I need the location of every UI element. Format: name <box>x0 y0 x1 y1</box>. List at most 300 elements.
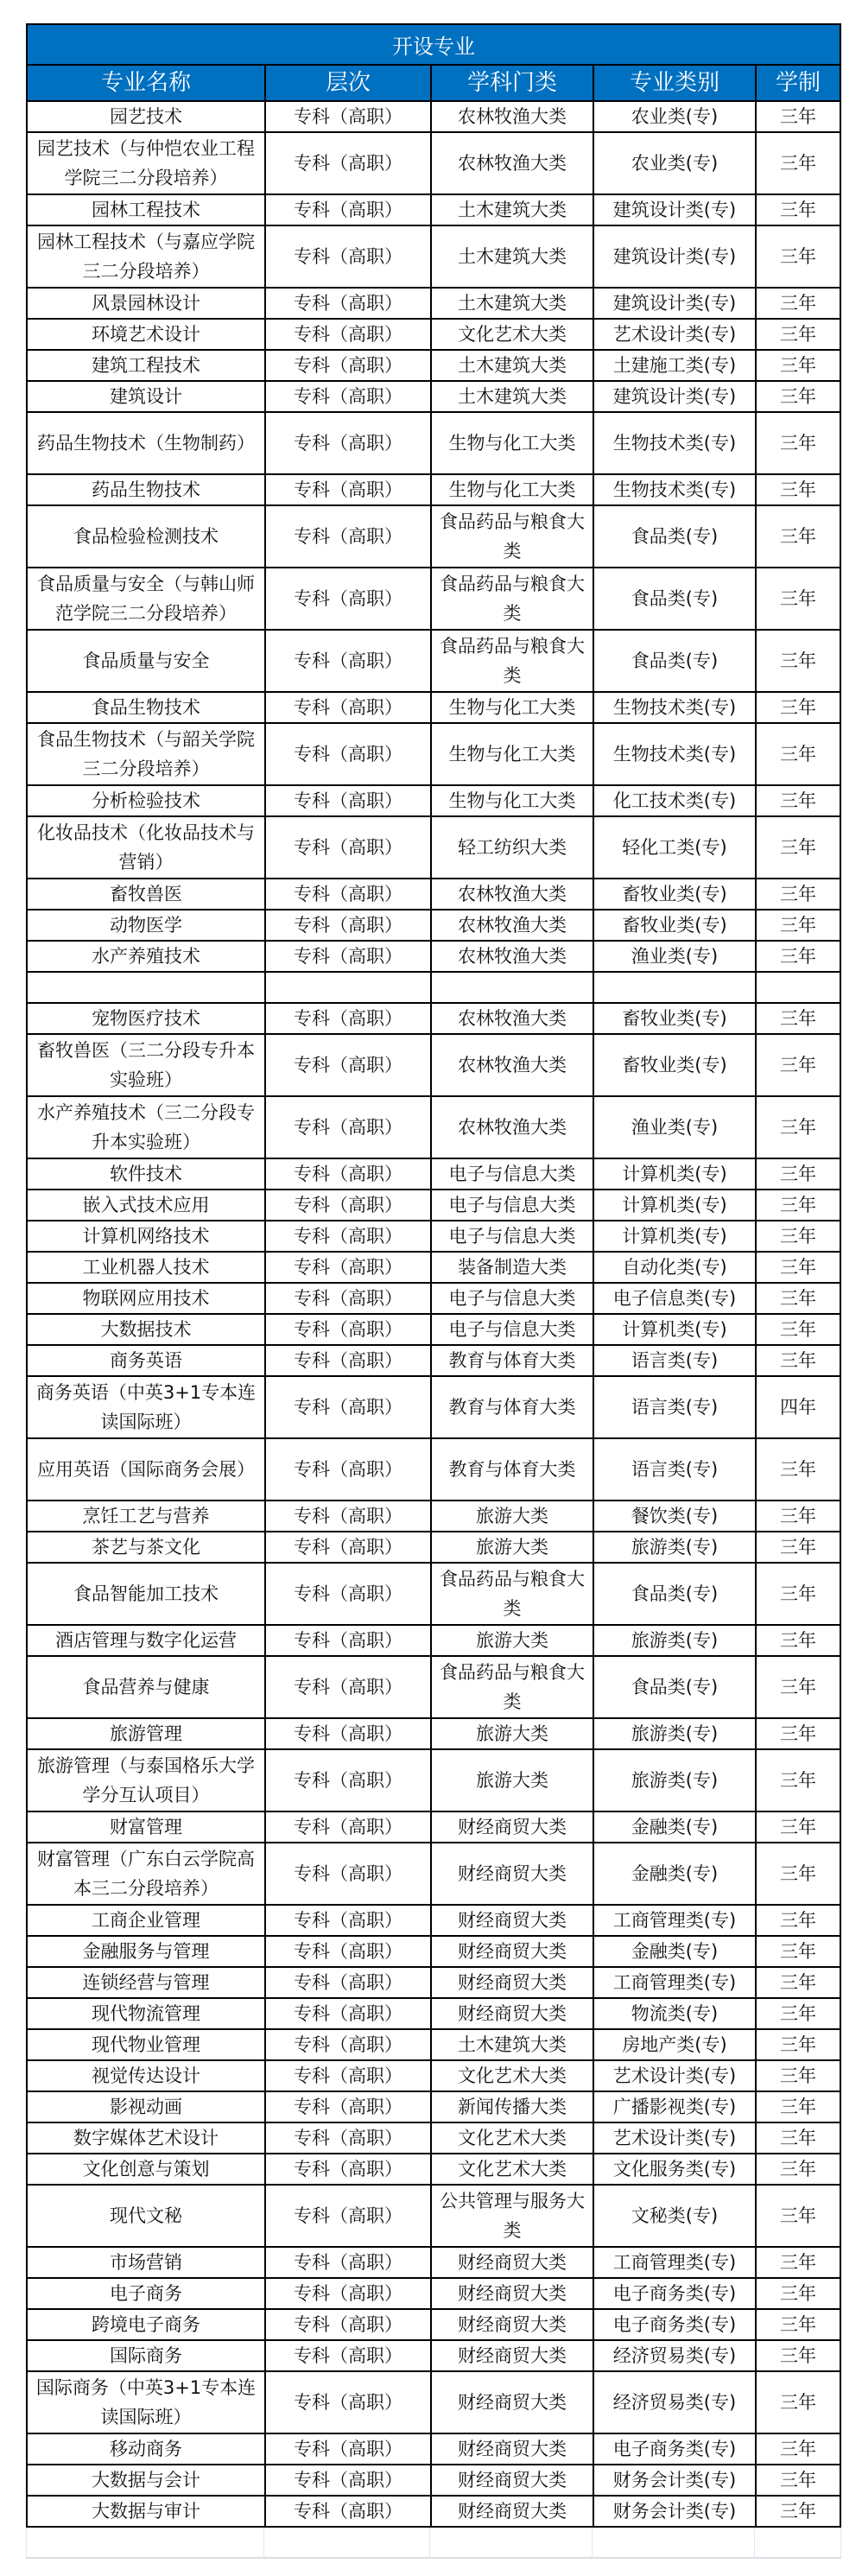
table-row <box>28 1937 840 1968</box>
level-cell: 专科（高职） <box>266 1999 432 2028</box>
table-row <box>28 1346 840 1377</box>
level-cell: 专科（高职） <box>266 1035 432 1095</box>
level-cell: 专科（高职） <box>266 2030 432 2059</box>
discipline-cell: 电子与信息大类 <box>432 1221 594 1251</box>
major-name-cell: 文化创意与策划 <box>28 2154 266 2184</box>
duration-cell: 三年 <box>780 200 816 220</box>
table-row <box>28 2248 840 2279</box>
duration-cell: 三年 <box>780 1863 816 1884</box>
level-cell: 专科（高职） <box>266 382 432 411</box>
category-cell: 语言类(专) <box>594 1346 757 1375</box>
header-duration: 学制 <box>775 70 821 96</box>
table-row <box>28 2279 840 2310</box>
category-cell: 食品类(专) <box>594 506 757 567</box>
category-cell: 食品类(专) <box>594 1657 757 1717</box>
discipline-cell: 土木建筑大类 <box>432 351 594 380</box>
duration-cell: 三年 <box>780 1195 816 1215</box>
category-cell <box>594 973 757 1002</box>
discipline-cell: 财经商贸大类 <box>432 2279 594 2308</box>
discipline-cell: 公共管理与服务大类 <box>432 2186 594 2246</box>
category-cell: 计算机类(专) <box>594 1190 757 1220</box>
major-name-cell: 化妆品技术（化妆品技术与营销） <box>28 817 266 878</box>
discipline-cell: 食品药品与粮食大类 <box>432 1564 594 1624</box>
discipline-cell: 土木建筑大类 <box>432 2030 594 2059</box>
category-cell: 渔业类(专) <box>594 942 757 971</box>
major-name-cell: 财富管理 <box>28 1812 266 1842</box>
category-cell: 语言类(专) <box>594 1377 757 1437</box>
duration-cell: 三年 <box>780 526 816 547</box>
major-name-cell: 现代物业管理 <box>28 2030 266 2059</box>
discipline-cell: 文化艺术大类 <box>432 2061 594 2091</box>
table-row <box>28 1190 840 1221</box>
discipline-cell: 财经商贸大类 <box>432 2248 594 2277</box>
category-cell: 生物技术类(专) <box>594 693 757 722</box>
level-cell: 专科（高职） <box>266 1284 432 1313</box>
discipline-cell: 食品药品与粮食大类 <box>432 1657 594 1717</box>
table-row <box>28 506 840 568</box>
category-cell: 计算机类(专) <box>594 1159 757 1189</box>
duration-cell: 三年 <box>780 1583 816 1604</box>
level-cell: 专科（高职） <box>266 2279 432 2308</box>
discipline-cell: 财经商贸大类 <box>432 2310 594 2339</box>
major-name-cell: 食品检验检测技术 <box>28 506 266 567</box>
level-cell: 专科（高职） <box>266 1564 432 1624</box>
discipline-cell: 装备制造大类 <box>432 1253 594 1282</box>
category-cell: 旅游类(专) <box>594 1532 757 1562</box>
major-name-cell: 动物医学 <box>28 910 266 940</box>
major-name-cell: 建筑设计 <box>28 382 266 411</box>
table-row <box>28 973 840 1004</box>
category-cell: 旅游类(专) <box>594 1750 757 1811</box>
discipline-cell: 农林牧渔大类 <box>432 102 594 131</box>
category-cell: 电子商务类(专) <box>594 2310 757 2339</box>
level-cell: 专科（高职） <box>266 1968 432 1997</box>
major-name-cell: 园林工程技术 <box>28 195 266 225</box>
table-row <box>28 2497 840 2526</box>
duration-cell: 三年 <box>780 1319 816 1340</box>
duration-cell: 三年 <box>780 433 816 454</box>
duration-cell: 三年 <box>780 1459 816 1480</box>
table-row <box>28 2092 840 2123</box>
category-cell: 化工技术类(专) <box>594 786 757 815</box>
major-name-cell: 食品质量与安全（与韩山师范学院三二分段培养） <box>28 568 266 629</box>
discipline-cell: 旅游大类 <box>432 1626 594 1655</box>
table-row <box>28 1843 840 1906</box>
duration-cell: 三年 <box>780 915 816 936</box>
discipline-cell: 食品药品与粮食大类 <box>432 631 594 691</box>
table-row <box>28 1253 840 1284</box>
major-name-cell: 工业机器人技术 <box>28 1253 266 1282</box>
discipline-cell: 财经商贸大类 <box>432 2465 594 2495</box>
category-cell: 计算机类(专) <box>594 1221 757 1251</box>
duration-cell: 三年 <box>780 837 816 858</box>
table-row <box>28 1035 840 1097</box>
duration-cell: 三年 <box>780 1630 816 1651</box>
discipline-cell: 农林牧渔大类 <box>432 1004 594 1033</box>
table-row <box>28 1221 840 1253</box>
category-cell: 计算机类(专) <box>594 1315 757 1344</box>
major-name-cell: 食品营养与健康 <box>28 1657 266 1717</box>
duration-cell: 三年 <box>780 479 816 500</box>
table-title: 开设专业 <box>28 25 840 66</box>
major-name-cell: 视觉传达设计 <box>28 2061 266 2091</box>
duration-cell: 三年 <box>780 2065 816 2086</box>
discipline-cell: 财经商贸大类 <box>432 2497 594 2526</box>
category-cell: 金融类(专) <box>594 1812 757 1842</box>
discipline-cell: 农林牧渔大类 <box>432 1035 594 1095</box>
level-cell: 专科（高职） <box>266 1750 432 1811</box>
duration-cell: 三年 <box>780 946 816 967</box>
level-cell: 专科（高职） <box>266 942 432 971</box>
level-cell: 专科（高职） <box>266 226 432 287</box>
discipline-cell: 生物与化工大类 <box>432 724 594 784</box>
major-name-cell: 宠物医疗技术 <box>28 1004 266 1033</box>
major-name-cell: 分析检验技术 <box>28 786 266 815</box>
category-cell: 畜牧业类(专) <box>594 879 757 909</box>
category-cell: 农业类(专) <box>594 133 757 194</box>
discipline-cell: 食品药品与粮食大类 <box>432 568 594 629</box>
level-cell: 专科（高职） <box>266 1657 432 1717</box>
discipline-cell: 文化艺术大类 <box>432 2123 594 2153</box>
discipline-cell: 生物与化工大类 <box>432 786 594 815</box>
level-cell: 专科（高职） <box>266 320 432 349</box>
level-cell: 专科（高职） <box>266 1906 432 1935</box>
duration-cell: 三年 <box>780 2314 816 2335</box>
table-row <box>28 1004 840 1035</box>
table-row <box>28 942 840 973</box>
discipline-cell: 食品药品与粮食大类 <box>432 506 594 567</box>
table-row <box>28 568 840 631</box>
discipline-cell: 文化艺术大类 <box>432 2154 594 2184</box>
table-row <box>28 1159 840 1190</box>
major-name-cell: 商务英语（中英3+1专本连读国际班） <box>28 1377 266 1437</box>
category-cell: 工商管理类(专) <box>594 1906 757 1935</box>
category-cell: 生物技术类(专) <box>594 413 757 473</box>
level-cell: 专科（高职） <box>266 786 432 815</box>
level-cell: 专科（高职） <box>266 2465 432 2495</box>
discipline-cell: 生物与化工大类 <box>432 693 594 722</box>
duration-cell: 三年 <box>780 293 816 314</box>
table-row <box>28 1284 840 1315</box>
major-name-cell: 嵌入式技术应用 <box>28 1190 266 1220</box>
level-cell: 专科（高职） <box>266 1097 432 1158</box>
category-cell: 生物技术类(专) <box>594 475 757 504</box>
discipline-cell: 财经商贸大类 <box>432 1906 594 1935</box>
duration-cell: 三年 <box>780 744 816 765</box>
major-name-cell: 环境艺术设计 <box>28 320 266 349</box>
header-discipline: 学科门类 <box>432 66 594 100</box>
duration-cell: 三年 <box>780 650 816 671</box>
table-row <box>28 226 840 289</box>
category-cell: 餐饮类(专) <box>594 1501 757 1531</box>
category-cell: 房地产类(专) <box>594 2030 757 2059</box>
duration-cell: 三年 <box>780 2128 816 2148</box>
discipline-cell: 财经商贸大类 <box>432 1999 594 2028</box>
major-name-cell: 园艺技术 <box>28 102 266 131</box>
table-row <box>28 289 840 320</box>
table-row <box>28 2154 840 2186</box>
table-body <box>28 102 840 2526</box>
major-name-cell: 建筑工程技术 <box>28 351 266 380</box>
major-name-cell: 国际商务 <box>28 2341 266 2370</box>
level-cell: 专科（高职） <box>266 1532 432 1562</box>
table-row <box>28 2372 840 2434</box>
discipline-cell: 教育与体育大类 <box>432 1346 594 1375</box>
major-name-cell: 影视动画 <box>28 2092 266 2122</box>
level-cell: 专科（高职） <box>266 289 432 318</box>
duration-cell: 三年 <box>780 2470 816 2490</box>
table-row <box>28 2434 840 2465</box>
category-cell: 生物技术类(专) <box>594 724 757 784</box>
discipline-cell: 农林牧渔大类 <box>432 942 594 971</box>
table-row <box>28 1564 840 1626</box>
major-name-cell: 市场营销 <box>28 2248 266 2277</box>
category-cell: 建筑设计类(专) <box>594 382 757 411</box>
duration-cell: 三年 <box>780 1677 816 1697</box>
discipline-cell: 财经商贸大类 <box>432 1843 594 1904</box>
major-name-cell: 食品生物技术 <box>28 693 266 722</box>
discipline-cell: 文化艺术大类 <box>432 320 594 349</box>
duration-cell: 三年 <box>780 1770 816 1791</box>
major-name-cell: 水产养殖技术（三二分段专升本实验班） <box>28 1097 266 1158</box>
table-row <box>28 910 840 942</box>
level-cell: 专科（高职） <box>266 2434 432 2464</box>
duration-cell: 三年 <box>780 2501 816 2522</box>
header-category: 专业类别 <box>594 66 757 100</box>
major-name-cell: 软件技术 <box>28 1159 266 1189</box>
table-row <box>28 475 840 506</box>
discipline-cell: 生物与化工大类 <box>432 475 594 504</box>
major-name-cell: 畜牧兽医 <box>28 879 266 909</box>
discipline-cell: 旅游大类 <box>432 1719 594 1748</box>
major-name-cell <box>28 973 266 1002</box>
level-cell: 专科（高职） <box>266 693 432 722</box>
table-row <box>28 1719 840 1750</box>
level-cell: 专科（高职） <box>266 475 432 504</box>
level-cell: 专科（高职） <box>266 2061 432 2091</box>
table-row <box>28 2123 840 2154</box>
duration-cell: 三年 <box>780 2003 816 2024</box>
duration-cell: 三年 <box>780 2283 816 2304</box>
discipline-cell: 新闻传播大类 <box>432 2092 594 2122</box>
table-row <box>28 1657 840 1719</box>
table-row <box>28 2341 840 2372</box>
discipline-cell <box>432 973 594 1002</box>
level-cell: 专科（高职） <box>266 413 432 473</box>
level-cell <box>266 973 432 1002</box>
table-row <box>28 382 840 413</box>
discipline-cell: 财经商贸大类 <box>432 1968 594 1997</box>
majors-table <box>26 23 841 2528</box>
duration-cell: 三年 <box>780 884 816 904</box>
major-name-cell: 旅游管理 <box>28 1719 266 1748</box>
table-row <box>28 1377 840 1439</box>
discipline-cell: 农林牧渔大类 <box>432 1097 594 1158</box>
category-cell: 建筑设计类(专) <box>594 195 757 225</box>
major-name-cell: 国际商务（中英3+1专本连读国际班） <box>28 2372 266 2433</box>
duration-cell: 三年 <box>780 1817 816 1837</box>
level-cell: 专科（高职） <box>266 910 432 940</box>
duration-cell: 三年 <box>780 1117 816 1138</box>
duration-cell: 三年 <box>780 790 816 811</box>
discipline-cell: 财经商贸大类 <box>432 1937 594 1966</box>
level-cell: 专科（高职） <box>266 1221 432 1251</box>
table-row <box>28 195 840 226</box>
major-name-cell: 数字媒体艺术设计 <box>28 2123 266 2153</box>
table-row <box>28 879 840 910</box>
header-level: 层次 <box>266 66 432 100</box>
duration-cell: 三年 <box>780 153 816 174</box>
category-cell: 旅游类(专) <box>594 1626 757 1655</box>
major-name-cell: 食品智能加工技术 <box>28 1564 266 1624</box>
level-cell: 专科（高职） <box>266 1190 432 1220</box>
level-cell: 专科（高职） <box>266 2248 432 2277</box>
level-cell: 专科（高职） <box>266 195 432 225</box>
level-cell: 专科（高职） <box>266 1626 432 1655</box>
duration-cell: 三年 <box>780 1910 816 1931</box>
discipline-cell: 教育与体育大类 <box>432 1377 594 1437</box>
discipline-cell: 电子与信息大类 <box>432 1284 594 1313</box>
major-name-cell: 财富管理（广东白云学院高本三二分段培养） <box>28 1843 266 1904</box>
category-cell: 电子商务类(专) <box>594 2434 757 2464</box>
major-name-cell: 酒店管理与数字化运营 <box>28 1626 266 1655</box>
major-name-cell: 电子商务 <box>28 2279 266 2308</box>
duration-cell: 三年 <box>780 1537 816 1558</box>
duration-cell: 三年 <box>780 1055 816 1075</box>
discipline-cell: 农林牧渔大类 <box>432 910 594 940</box>
category-cell: 畜牧业类(专) <box>594 1004 757 1033</box>
table-row <box>28 1532 840 1564</box>
duration-cell: 三年 <box>780 2252 816 2273</box>
category-cell: 旅游类(专) <box>594 1719 757 1748</box>
major-name-cell: 园艺技术（与仲恺农业工程学院三二分段培养） <box>28 133 266 194</box>
major-name-cell: 大数据技术 <box>28 1315 266 1344</box>
table-row <box>28 1968 840 1999</box>
major-name-cell: 风景园林设计 <box>28 289 266 318</box>
discipline-cell: 生物与化工大类 <box>432 413 594 473</box>
table-row <box>28 351 840 382</box>
level-cell: 专科（高职） <box>266 1501 432 1531</box>
discipline-cell: 电子与信息大类 <box>432 1159 594 1189</box>
level-cell: 专科（高职） <box>266 1253 432 1282</box>
major-name-cell: 旅游管理（与泰国格乐大学学分互认项目） <box>28 1750 266 1811</box>
major-name-cell: 现代物流管理 <box>28 1999 266 2028</box>
duration-cell: 三年 <box>780 246 816 267</box>
category-cell: 建筑设计类(专) <box>594 226 757 287</box>
category-cell: 畜牧业类(专) <box>594 910 757 940</box>
table-row <box>28 1999 840 2030</box>
discipline-cell: 电子与信息大类 <box>432 1315 594 1344</box>
table-row <box>28 817 840 879</box>
level-cell: 专科（高职） <box>266 1315 432 1344</box>
duration-cell: 三年 <box>780 1506 816 1526</box>
table-row <box>28 786 840 817</box>
level-cell: 专科（高职） <box>266 351 432 380</box>
major-name-cell: 商务英语 <box>28 1346 266 1375</box>
level-cell: 专科（高职） <box>266 2497 432 2526</box>
table-row <box>28 631 840 693</box>
duration-cell: 三年 <box>780 1723 816 1744</box>
duration-cell: 三年 <box>780 2097 816 2117</box>
duration-cell <box>757 973 840 1002</box>
major-name-cell: 园林工程技术（与嘉应学院三二分段培养） <box>28 226 266 287</box>
category-cell: 广播影视类(专) <box>594 2092 757 2122</box>
discipline-cell: 农林牧渔大类 <box>432 879 594 909</box>
category-cell: 自动化类(专) <box>594 1253 757 1282</box>
table-row <box>28 693 840 724</box>
category-cell: 食品类(专) <box>594 1564 757 1624</box>
major-name-cell: 现代文秘 <box>28 2186 266 2246</box>
table-row <box>28 1501 840 1532</box>
category-cell: 电子信息类(专) <box>594 1284 757 1313</box>
major-name-cell: 移动商务 <box>28 2434 266 2464</box>
table-row <box>28 413 840 475</box>
level-cell: 专科（高职） <box>266 506 432 567</box>
level-cell: 专科（高职） <box>266 2372 432 2433</box>
duration-cell: 三年 <box>780 588 816 609</box>
table-row <box>28 1439 840 1501</box>
duration-cell: 三年 <box>780 1008 816 1029</box>
duration-cell: 三年 <box>780 2392 816 2413</box>
major-name-cell: 烹饪工艺与营养 <box>28 1501 266 1531</box>
level-cell: 专科（高职） <box>266 568 432 629</box>
category-cell: 艺术设计类(专) <box>594 2061 757 2091</box>
discipline-cell: 教育与体育大类 <box>432 1439 594 1500</box>
duration-cell: 三年 <box>780 324 816 345</box>
major-name-cell: 食品质量与安全 <box>28 631 266 691</box>
table-row <box>28 1315 840 1346</box>
discipline-cell: 轻工纺织大类 <box>432 817 594 878</box>
category-cell: 艺术设计类(专) <box>594 2123 757 2153</box>
level-cell: 专科（高职） <box>266 724 432 784</box>
table-row <box>28 724 840 786</box>
discipline-cell: 土木建筑大类 <box>432 382 594 411</box>
duration-cell: 三年 <box>780 1257 816 1278</box>
discipline-cell: 土木建筑大类 <box>432 226 594 287</box>
duration-cell: 三年 <box>780 106 816 127</box>
level-cell: 专科（高职） <box>266 1346 432 1375</box>
level-cell: 专科（高职） <box>266 2310 432 2339</box>
duration-cell: 三年 <box>780 1164 816 1184</box>
major-name-cell: 药品生物技术 <box>28 475 266 504</box>
empty-trailing-row <box>26 2528 841 2559</box>
level-cell: 专科（高职） <box>266 1439 432 1500</box>
level-cell: 专科（高职） <box>266 817 432 878</box>
category-cell: 金融类(专) <box>594 1937 757 1966</box>
duration-cell: 三年 <box>780 386 816 407</box>
major-name-cell: 工商企业管理 <box>28 1906 266 1935</box>
table-row <box>28 1812 840 1843</box>
level-cell: 专科（高职） <box>266 1004 432 1033</box>
major-name-cell: 跨境电子商务 <box>28 2310 266 2339</box>
major-name-cell: 物联网应用技术 <box>28 1284 266 1313</box>
category-cell: 财务会计类(专) <box>594 2465 757 2495</box>
table-row <box>28 2061 840 2092</box>
level-cell: 专科（高职） <box>266 1377 432 1437</box>
category-cell: 轻化工类(专) <box>594 817 757 878</box>
category-cell: 工商管理类(专) <box>594 2248 757 2277</box>
category-cell: 文化服务类(专) <box>594 2154 757 2184</box>
discipline-cell: 土木建筑大类 <box>432 195 594 225</box>
level-cell: 专科（高职） <box>266 879 432 909</box>
duration-cell: 三年 <box>780 2345 816 2366</box>
duration-cell: 三年 <box>780 1941 816 1962</box>
level-cell: 专科（高职） <box>266 102 432 131</box>
discipline-cell: 旅游大类 <box>432 1501 594 1531</box>
level-cell: 专科（高职） <box>266 2154 432 2184</box>
category-cell: 渔业类(专) <box>594 1097 757 1158</box>
table-row <box>28 2465 840 2497</box>
